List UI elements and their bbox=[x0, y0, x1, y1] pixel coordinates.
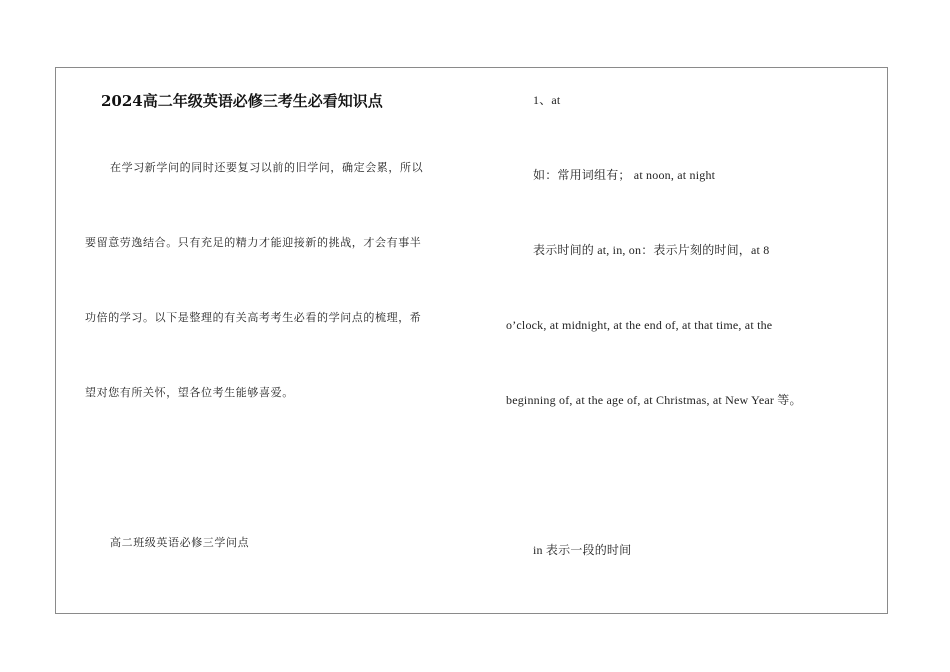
item-label: 1、at bbox=[533, 93, 561, 107]
document-title: 2024高二年级英语必修三考生必看知识点 bbox=[101, 92, 383, 110]
body-line-1: 表示时间的 at, in, on：表示片刻的时间，at 8 bbox=[533, 243, 770, 257]
intro-line-3: 功倍的学习。以下是整理的有关高考考生必看的学问点的梳理，希 bbox=[85, 311, 422, 324]
intro-line-1: 在学习新学问的同时还要复习以前的旧学问，确定会累，所以 bbox=[110, 161, 424, 174]
page-border bbox=[55, 67, 888, 614]
in-line: in 表示一段的时间 bbox=[533, 543, 632, 557]
body-line-2: o’clock, at midnight, at the end of, at that time, at the bbox=[506, 318, 773, 332]
intro-line-2: 要留意劳逸结合。只有充足的精力才能迎接新的挑战，才会有事半 bbox=[85, 236, 422, 249]
body-line-3: beginning of, at the age of, at Christmas, at New Year 等。 bbox=[506, 393, 802, 407]
example-line: 如：常用词组有； at noon, at night bbox=[533, 168, 716, 182]
section-heading: 高二班级英语必修三学问点 bbox=[110, 536, 250, 549]
intro-line-4: 望对您有所关怀，望各位考生能够喜爱。 bbox=[85, 386, 294, 399]
